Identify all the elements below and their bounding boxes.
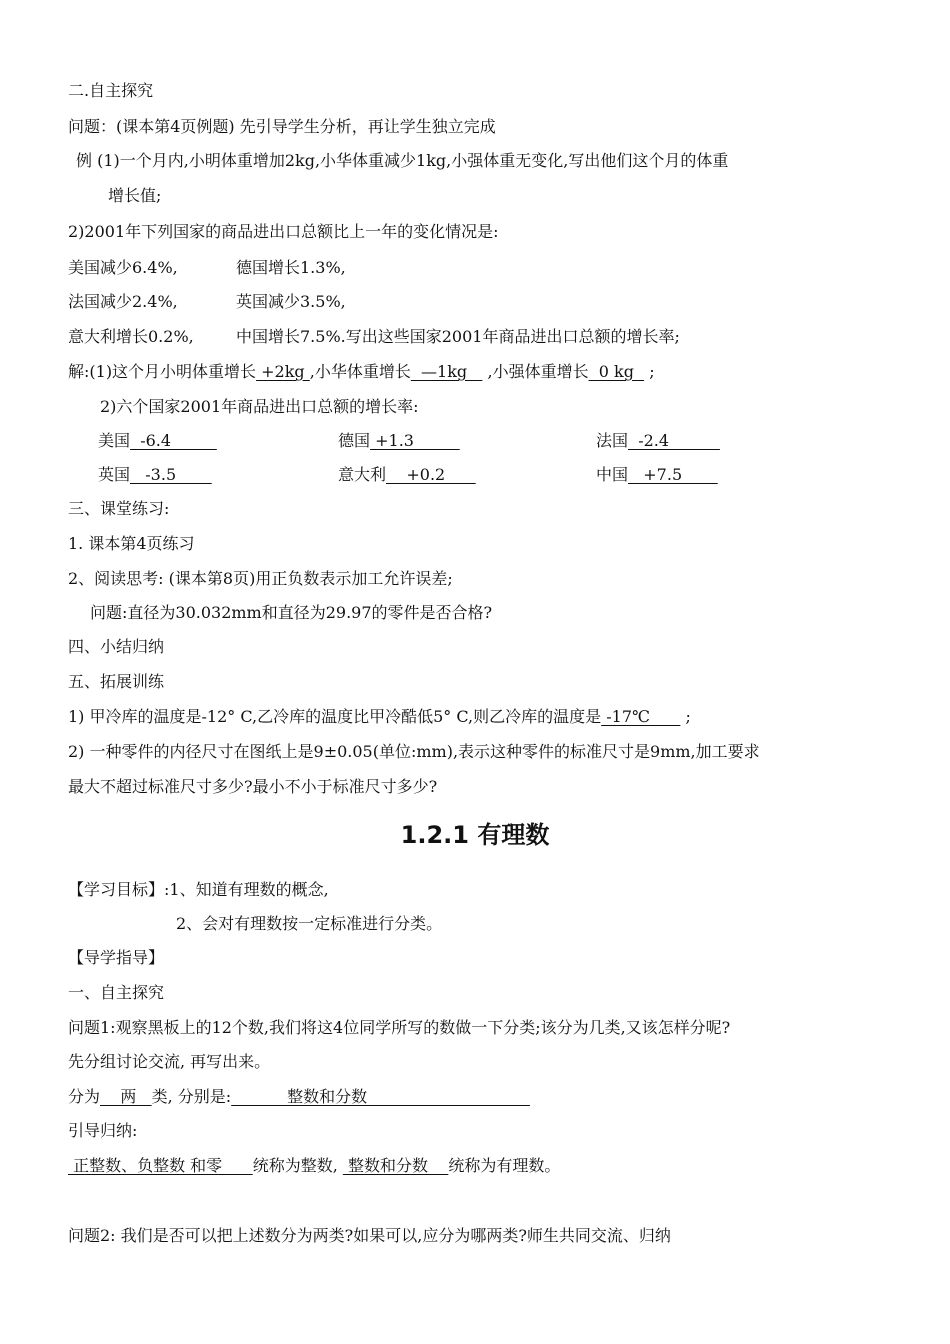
rate-uk: 英国 -3.5 [98, 465, 212, 484]
question-1: 问题1:观察黑板上的12个数,我们将这4位同学所写的数做一下分类;该分为几类,又该怎样分呢? [68, 1018, 731, 1037]
practice-question: 问题:直径为30.032mm和直径为29.97的零件是否合格? [90, 603, 493, 622]
section-heading-extension: 五、拓展训练 [68, 672, 165, 691]
answer-rationals: 整数和分数 [342, 1156, 449, 1175]
solution-1-mid2: ,小强体重增长 [487, 362, 589, 381]
trade-row-3b: 中国增长7.5%.写出这些国家2001年商品进出口总额的增长率; [236, 327, 680, 346]
extension-item-1: 1) 甲冷库的温度是-12° C,乙冷库的温度比甲冷酷低5° C,则乙冷库的温度是 -17℃ ; [68, 707, 691, 726]
solution-2-line: 2)六个国家2001年商品进出口总额的增长率: [100, 397, 419, 416]
rate-italy-value: +0.2 [386, 465, 476, 484]
answer-xiaoming: +2kg [256, 362, 310, 381]
solution-1-mid1: ,小华体重增长 [309, 362, 411, 381]
learning-goals: 【学习目标】:1、知道有理数的概念, [68, 880, 329, 899]
solution-1-line [68, 361, 655, 383]
rate-china: 中国 +7.5 [596, 465, 718, 484]
summary-line: 正整数、负整数 和零 统称为整数, 整数和分数 统称为有理数。 [68, 1156, 561, 1175]
rate-france: 法国 -2.4 [596, 431, 720, 450]
rate-china-value: +7.5 [628, 465, 718, 484]
rate-usa: 美国 -6.4 [98, 431, 217, 450]
example-1-line: 例 (1)一个月内,小明体重增加2kg,小华体重减少1kg,小强体重无变化,写出他们这个月的体重 [76, 151, 729, 170]
problem-line: 问题：(课本第4页例题) 先引导学生分析，再让学生独立完成 [68, 117, 496, 136]
trade-row-3a: 意大利增长0.2%, [68, 327, 194, 346]
section-heading-practice: 三、课堂练习: [68, 499, 170, 518]
lesson-title: 1.2.1 有理数 [400, 821, 550, 849]
answer-xiaohua: —1kg [410, 362, 483, 381]
guidance-heading: 【导学指导】 [68, 948, 165, 967]
trade-row-2b: 英国减少3.5%, [236, 292, 346, 311]
rate-france-value: -2.4 [628, 431, 720, 450]
rate-italy: 意大利 +0.2 [338, 465, 476, 484]
solution-1-prefix: 解:(1)这个月小明体重增长 [68, 362, 257, 381]
question-1-cont: 先分组讨论交流, 再写出来。 [68, 1052, 271, 1071]
practice-item-1: 1. 课本第4页练习 [68, 534, 195, 553]
rate-uk-value: -3.5 [130, 465, 212, 484]
trade-row-2a: 法国减少2.4%, [68, 292, 178, 311]
answer-integers-fractions: 整数和分数 [231, 1087, 530, 1106]
example-2-line: 2)2001年下列国家的商品进出口总额比上一年的变化情况是: [68, 222, 499, 241]
rate-germany-value: +1.3 [370, 431, 460, 450]
rate-germany: 德国 +1.3 [338, 431, 460, 450]
section-heading-explore: 二.自主探究 [68, 81, 154, 100]
answer-xiaoqiang: 0 kg [588, 362, 645, 381]
trade-row-1b: 德国增长1.3%, [236, 258, 346, 277]
summary-label: 引导归纳: [68, 1121, 138, 1140]
classification-line: 分为 两 类, 分别是: 整数和分数 [68, 1087, 530, 1106]
answer-cold-storage: -17℃ [601, 707, 681, 726]
extension-item-2-cont: 最大不超过标准尺寸多少?最小不小于标准尺寸多少? [68, 777, 438, 796]
solution-1-end: ; [649, 362, 655, 381]
answer-two-classes: 两 [100, 1087, 152, 1106]
part-1-heading: 一、自主探究 [68, 983, 165, 1002]
practice-item-2: 2、阅读思考: (课本第8页)用正负数表示加工允许误差; [68, 569, 453, 588]
extension-item-2: 2) 一种零件的内径尺寸在图纸上是9±0.05(单位:mm),表示这种零件的标准尺寸是9mm,加工要求 [68, 742, 760, 761]
learning-goal-2: 2、会对有理数按一定标准进行分类。 [176, 914, 443, 933]
section-heading-summary: 四、小结归纳 [68, 637, 165, 656]
answer-integers: 正整数、负整数 和零 [68, 1156, 253, 1175]
question-2: 问题2: 我们是否可以把上述数分为两类?如果可以,应分为哪两类?师生共同交流、归纳 [68, 1226, 671, 1245]
rate-usa-value: -6.4 [130, 431, 217, 450]
example-1-line-cont: 增长值; [108, 186, 162, 205]
trade-row-1a: 美国减少6.4%, [68, 258, 178, 277]
